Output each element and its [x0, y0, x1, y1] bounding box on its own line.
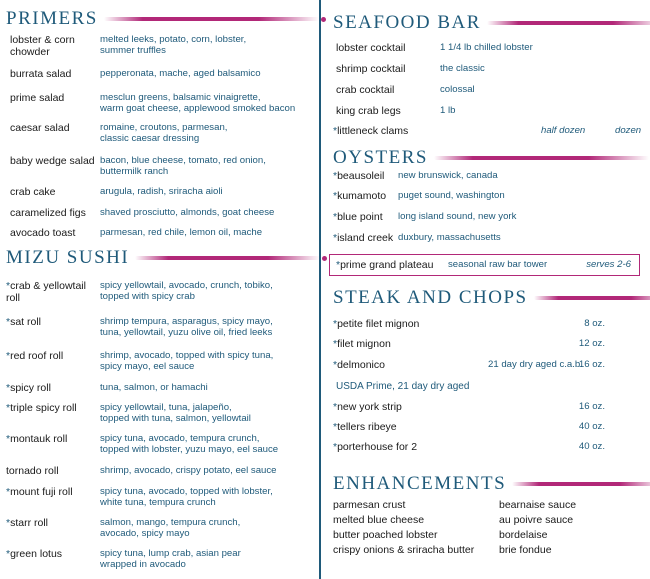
sushi-title: MIZU SUSHI: [6, 247, 130, 268]
item-name-text: burrata salad: [10, 68, 72, 80]
item-name: [10, 155, 95, 167]
decorative-swash: [512, 482, 650, 486]
item-name-text: new york strip: [337, 401, 402, 413]
item-name: [6, 433, 67, 445]
item-description: new brunswick, canada: [398, 170, 498, 181]
item-name: [333, 441, 417, 453]
item-description: arugula, radish, sriracha aioli: [100, 186, 223, 197]
item-name: [6, 465, 59, 477]
item-star: *: [6, 382, 11, 394]
menu-item: [333, 421, 605, 435]
menu-item: [10, 155, 310, 181]
item-name-text: caesar salad: [10, 122, 70, 134]
item-name-text: filet mignon: [337, 338, 391, 350]
menu-item: [6, 402, 306, 428]
item-description: romaine, croutons, parmesan, classic caesar dressing: [100, 122, 228, 144]
item-name-text: starr roll: [10, 517, 49, 529]
menu-item: [6, 433, 306, 459]
item-size: 40 oz.: [578, 421, 605, 432]
item-name-text: porterhouse for 2: [337, 441, 418, 453]
item-name-text: crab cake: [10, 186, 56, 198]
steak-title: STEAK AND CHOPS: [333, 287, 528, 308]
enhancement-item: crispy onions & sriracha butter: [333, 544, 475, 556]
item-name-text: petite filet mignon: [337, 318, 420, 330]
item-size: 40 oz.: [578, 441, 605, 452]
decorative-swash: [487, 21, 650, 25]
item-name-text: lobster cocktail: [336, 42, 406, 54]
item-name: [10, 92, 64, 104]
item-name: [336, 105, 401, 117]
item-name: [336, 63, 405, 75]
decorative-swash: [104, 17, 319, 21]
oysters-title: OYSTERS: [333, 147, 428, 168]
primers-header: [6, 8, 326, 30]
item-description: shrimp tempura, asparagus, spicy mayo, tuna, yellowtail, yuzu olive oil, fried leeks: [100, 316, 273, 338]
item-star: *: [6, 350, 11, 362]
item-name-text: tellers ribeye: [337, 421, 397, 433]
item-name-text: shrimp cocktail: [336, 63, 406, 75]
menu-item: [333, 401, 605, 415]
item-name: [6, 486, 73, 498]
item-name: *littleneck clams: [333, 125, 409, 137]
item-name-text: spicy roll: [10, 382, 51, 394]
item-name: [6, 280, 86, 304]
menu-item: [333, 359, 605, 373]
menu-item: [10, 92, 310, 118]
item-description: seasonal raw bar tower: [448, 259, 548, 270]
enhancement-item: parmesan crust: [333, 499, 406, 511]
item-size: 12 oz.: [578, 338, 605, 349]
decorative-swash: [434, 156, 649, 160]
serves-label: serves 2-6: [586, 259, 631, 270]
item-description: 1 lb: [440, 105, 456, 116]
item-star: *: [333, 211, 338, 223]
item-name-text: red roof roll: [10, 350, 64, 362]
seafood-title: SEAFOOD BAR: [333, 12, 481, 33]
item-star: *: [333, 401, 338, 413]
sushi-header: [6, 247, 327, 269]
menu-item: [10, 68, 310, 94]
item-star: *: [6, 548, 11, 560]
item-name: [10, 186, 56, 198]
item-name: [333, 338, 391, 350]
primers-title: PRIMERS: [6, 8, 98, 29]
item-star: *: [333, 338, 338, 350]
menu-item: [6, 517, 306, 543]
prime-grand-plateau-box: [329, 254, 640, 276]
item-name-text: mount fuji roll: [10, 486, 73, 498]
enhancement-item: brie fondue: [499, 544, 552, 556]
item-name: [10, 34, 75, 58]
item-star: *: [6, 280, 11, 292]
item-size: 8 oz.: [584, 318, 605, 329]
item-name: [333, 401, 402, 413]
item-description: spicy tuna, lump crab, asian pear wrapped in avocado: [100, 548, 241, 570]
item-name: [10, 122, 70, 134]
item-name-text: triple spicy roll: [10, 402, 77, 414]
item-name-text: crab & yellowtail roll: [6, 280, 86, 304]
item-description: mesclun greens, balsamic vinaigrette, warm goat cheese, applewood smoked bacon: [100, 92, 296, 114]
item-name-text: delmonico: [337, 359, 385, 371]
item-description: the classic: [440, 63, 485, 74]
menu-item: [6, 316, 306, 342]
item-name: [333, 318, 419, 330]
item-name: [333, 232, 393, 244]
usda-prime-note: USDA Prime, 21 day dry aged: [336, 381, 470, 392]
item-name: [6, 402, 77, 414]
item-description: salmon, mango, tempura crunch, avocado, spicy mayo: [100, 517, 241, 539]
item-description: melted leeks, potato, corn, lobster, summer truffles: [100, 34, 247, 56]
enhancements-left-list: [333, 498, 474, 558]
decorative-swash: [135, 256, 320, 260]
item-name: *prime grand plateau: [336, 259, 434, 271]
item-name-text: caramelized figs: [10, 207, 86, 219]
enhancements-title: ENHANCEMENTS: [333, 473, 507, 494]
item-description: pepperonata, mache, aged balsamico: [100, 68, 261, 79]
item-name: [336, 42, 405, 54]
enhancements-right-list: [499, 498, 576, 558]
item-name-text: avocado toast: [10, 227, 76, 239]
menu-item: [333, 318, 605, 332]
item-star: *: [333, 190, 338, 202]
item-name: [10, 68, 71, 80]
item-name-text: tornado roll: [6, 465, 59, 477]
enhancement-item: bearnaise sauce: [499, 499, 577, 511]
item-name: [333, 421, 397, 433]
item-description: colossal: [440, 84, 475, 95]
item-name-text: lobster & corn chowder: [10, 34, 75, 58]
item-name-text: beausoleil: [337, 170, 385, 182]
item-description: puget sound, washington: [398, 190, 505, 201]
enhancement-item: melted blue cheese: [333, 514, 425, 526]
item-name-text: sat roll: [10, 316, 42, 328]
item-star: *: [333, 421, 338, 433]
item-star: *: [6, 517, 11, 529]
item-name-text: prime salad: [10, 92, 65, 104]
item-name: [336, 84, 394, 96]
item-description: shrimp, avocado, crispy potato, eel sauce: [100, 465, 277, 476]
item-name: [10, 227, 75, 239]
enhancement-item: au poivre sauce: [499, 514, 574, 526]
item-name-text: kumamoto: [337, 190, 387, 202]
item-description: spicy tuna, avocado, topped with lobster, white tuna, tempura crunch: [100, 486, 273, 508]
item-star: *: [6, 486, 11, 498]
decorative-dot: [322, 256, 327, 261]
item-description: duxbury, massachusetts: [398, 232, 501, 243]
item-description: long island sound, new york: [398, 211, 517, 222]
item-star: *: [333, 170, 338, 182]
item-description: tuna, salmon, or hamachi: [100, 382, 208, 393]
item-name-text: king crab legs: [336, 105, 401, 117]
item-description: spicy tuna, avocado, tempura crunch, topped with lobster, yuzu mayo, eel sauce: [100, 433, 279, 455]
item-star: *: [333, 359, 338, 371]
enhancement-item: bordelaise: [499, 529, 548, 541]
item-name-text: baby wedge salad: [10, 155, 95, 167]
item-name-text: green lotus: [10, 548, 63, 560]
item-name-text: montauk roll: [10, 433, 68, 445]
item-star: *: [6, 316, 11, 328]
item-description: 1 1/4 lb chilled lobster: [440, 42, 533, 53]
half-dozen-label: half dozen: [541, 125, 586, 136]
item-name: [333, 190, 386, 202]
item-size: 16 oz.: [578, 401, 605, 412]
item-description: spicy yellowtail, tuna, jalapeño, topped with tuna, salmon, yellowtail: [100, 402, 251, 424]
menu-item: [6, 280, 306, 306]
item-name: [6, 316, 41, 328]
item-name: [10, 207, 86, 219]
column-divider: [319, 0, 321, 579]
menu-item: [333, 441, 605, 455]
menu-item: [10, 122, 310, 148]
item-name: [6, 382, 51, 394]
item-name-text: blue point: [337, 211, 383, 223]
item-description: bacon, blue cheese, tomato, red onion, buttermilk ranch: [100, 155, 266, 177]
menu-item: [6, 548, 306, 574]
item-description: shrimp, avocado, topped with spicy tuna, spicy mayo, eel sauce: [100, 350, 274, 372]
item-name: [333, 359, 385, 371]
enhancements-header: [333, 473, 650, 495]
decorative-dot: [321, 17, 326, 22]
item-name: [6, 548, 62, 560]
menu-item: [333, 338, 605, 352]
item-name: [333, 211, 383, 223]
steak-header: [333, 287, 650, 309]
decorative-swash: [534, 296, 650, 300]
item-size: 16 oz.: [578, 359, 605, 370]
item-star: *: [333, 232, 338, 244]
dozen-label: dozen: [615, 125, 642, 136]
item-star: *: [6, 402, 11, 414]
item-description: spicy yellowtail, avocado, crunch, tobiko, topped with spicy crab: [100, 280, 273, 302]
item-name-text: crab cocktail: [336, 84, 395, 96]
menu-item: [6, 350, 306, 376]
oysters-header: [333, 147, 650, 169]
item-name-text: island creek: [337, 232, 394, 244]
item-name: [6, 517, 48, 529]
item-name: [333, 170, 384, 182]
item-note: 21 day dry aged c.a.b.: [488, 359, 583, 370]
menu-item: [6, 486, 306, 512]
item-description: shaved prosciutto, almonds, goat cheese: [100, 207, 275, 218]
item-star: *: [333, 318, 338, 330]
item-star: *: [333, 441, 338, 453]
menu-item: [10, 34, 310, 60]
item-name: [6, 350, 63, 362]
seafood-header: [333, 12, 650, 34]
enhancement-item: butter poached lobster: [333, 529, 438, 541]
item-description: parmesan, red chile, lemon oil, mache: [100, 227, 263, 238]
item-star: *: [6, 433, 11, 445]
